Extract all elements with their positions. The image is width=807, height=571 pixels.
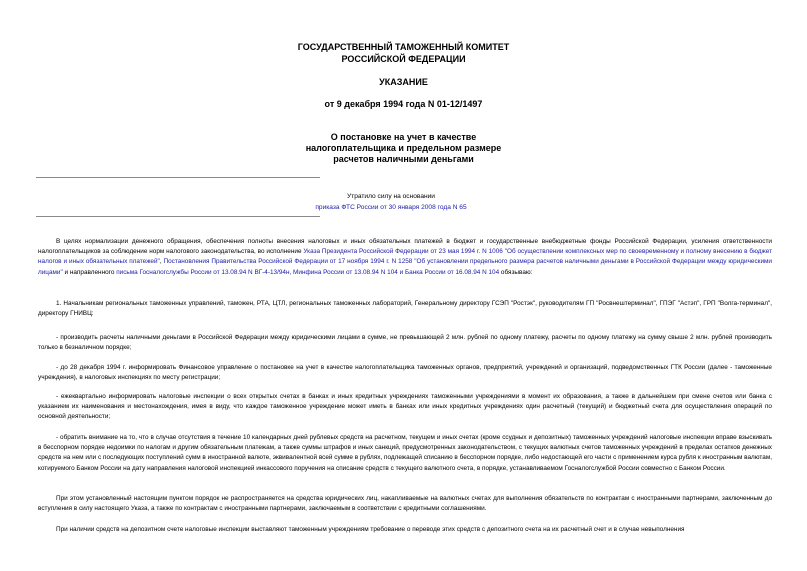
preamble-text-b: , <box>159 258 164 266</box>
repeal-order-link[interactable]: приказа ФТС России от 30 января 2008 года N 65 <box>315 204 467 211</box>
doc-date-number: от 9 декабря 1994 года N 01-12/1497 <box>324 99 483 109</box>
cash-limit-text: - производить расчеты наличными деньгами в Российской Федерации между юридическими лицами в сумме, не превышающей 2 млн. рублей по одному платежу, расчеты по одному платежу на сумму свыше 2 млн. рублей производить только в безналичном порядке; <box>38 334 772 352</box>
deposit-text: При наличии средств на депозитном счете налоговые инспекции выставляют таможенным учреждениям требование о переводе этих средств с депозитного счета на их расчетный счет и в случае невыполнения <box>56 526 685 533</box>
paragraph-collection <box>38 433 772 474</box>
paragraph-preamble <box>38 237 772 278</box>
doc-title-line2: налогоплательщика и предельном размере <box>305 143 502 153</box>
item-1-text: 1. Начальникам региональных таможенных управлений, таможен, РТА, ЦТЛ, региональных таможенных лабораторий, Генеральному директору ГСЭП "Ростэк", руководителям ГП "Росвнештерминал", ГПЭГ "Астэп", ГРП "Волга-терминал", директору ГНИВЦ: <box>38 300 772 318</box>
divider-bottom <box>36 216 320 217</box>
paragraph-cash-limit <box>38 333 772 353</box>
registration-text: - до 28 декабря 1994 г. информировать Финансовое управление о постановке на учет в качестве налогоплательщика таможенных органов, предприятий, учреждений и организаций, подведомственных ГТК России (далее - таможенные учреждения), в налоговых инспекциях по месту регистрации; <box>38 364 772 382</box>
government-resolution-link[interactable]: Постановления Правительства Российской Федерации от 17 ноября 1994 г. N 1258 "Об установлении предельного размера расчетов наличными деньгами в Российской Федерации между юридическими лицами" <box>38 258 772 276</box>
paragraph-accounts <box>38 392 772 423</box>
accounts-text: - ежеквартально информировать налоговые инспекции о всех открытых счетах в банках и иных кредитных учреждениях таможенными учреждениями в момент их образования, а также в дальнейшем при смене счетов или банка с указанием их наименования и местонахождения, имея в виду, что каждое таможенное учреждение может иметь в банках или иных кредитных учреждениях один расчетный (текущий) и бюджетный счета для осуществления операций по основной деятельности; <box>38 393 772 421</box>
divider-top <box>36 177 320 178</box>
tax-service-letter-link[interactable]: письма Госналогслужбы России от 13.08.94 N ВГ-4-13/94н, Минфина России от 13.08.94 N 104 и Банка России от 16.08.94 N 104 <box>116 268 500 276</box>
doc-title-line1: О постановке на учет в качестве <box>330 132 477 142</box>
paragraph-deposit <box>38 525 772 535</box>
status-note: Утратило силу на основании <box>347 193 435 200</box>
paragraph-item-1 <box>38 299 772 319</box>
paragraph-registration <box>38 363 772 383</box>
org-name-line2: РОССИЙСКОЙ ФЕДЕРАЦИИ <box>341 54 466 64</box>
doc-title-line3: расчетов наличными деньгами <box>333 154 474 164</box>
doc-type: УКАЗАНИЕ <box>379 77 428 87</box>
exception-text: При этом установленный настоящим пунктом порядок не распространяется на средства юридических лиц, накапливаемые на валютных счетах для выполнения обязательств по контрактам с иностранными партнерами, заключенным до вступления в силу настоящего Указа, а также по контрактам с иностранными партнерами, заключаемым в соответствии с кредитными соглашениями. <box>38 495 772 513</box>
decree-link[interactable]: Указа Президента Российской Федерации от 23 мая 1994 г. N 1006 "Об осуществлении комплексных мер по своевременному и полному внесению в бюджет налогов и иных обязательных платежей" <box>38 248 772 266</box>
preamble-text-c: и направленного <box>62 268 117 276</box>
preamble-text-d: обязываю: <box>499 268 533 276</box>
collection-text: - обратить внимание на то, что в случае отсутствия в течение 10 календарных дней рублевых средств на расчетном, текущем и иных счетах (кроме ссудных и депозитных) таможенных учреждений налоговые инспекции вправе взыскивать в бесспорном порядке недоимки по налогам и другим обязательным платежам, а также суммы штрафов и иных санкций, предусмотренных законодательством, с текущих валютных счетов таможенных учреждений в пределах остатков денежных средств на нем или с последующих поступлений сумм в иностранной валюте, эквивалентной всей сумме в рублях, подлежащей списанию в бесспорном порядке, либо недостающей его части с применением курса рубля к иностранным валютам, котируемого Банком России на дату направления налоговой инспекцией инкассового поручения на списание средств с текущего валютного счета, в порядке, устанавливаемом Госналогслужбой России совместно с Банком России. <box>38 434 772 472</box>
preamble-text-a: В целях нормализации денежного обращения, обеспечения полноты внесения налоговых и иных обязательных платежей в бюджет и государственные внебюджетные фонды Российской Федерации, усиления ответственности налогоплательщиков за соблюдение норм налогового законодательства, во исполнение <box>38 238 772 256</box>
org-name-line1: ГОСУДАРСТВЕННЫЙ ТАМОЖЕННЫЙ КОМИТЕТ <box>297 42 510 52</box>
paragraph-exception <box>38 494 772 514</box>
